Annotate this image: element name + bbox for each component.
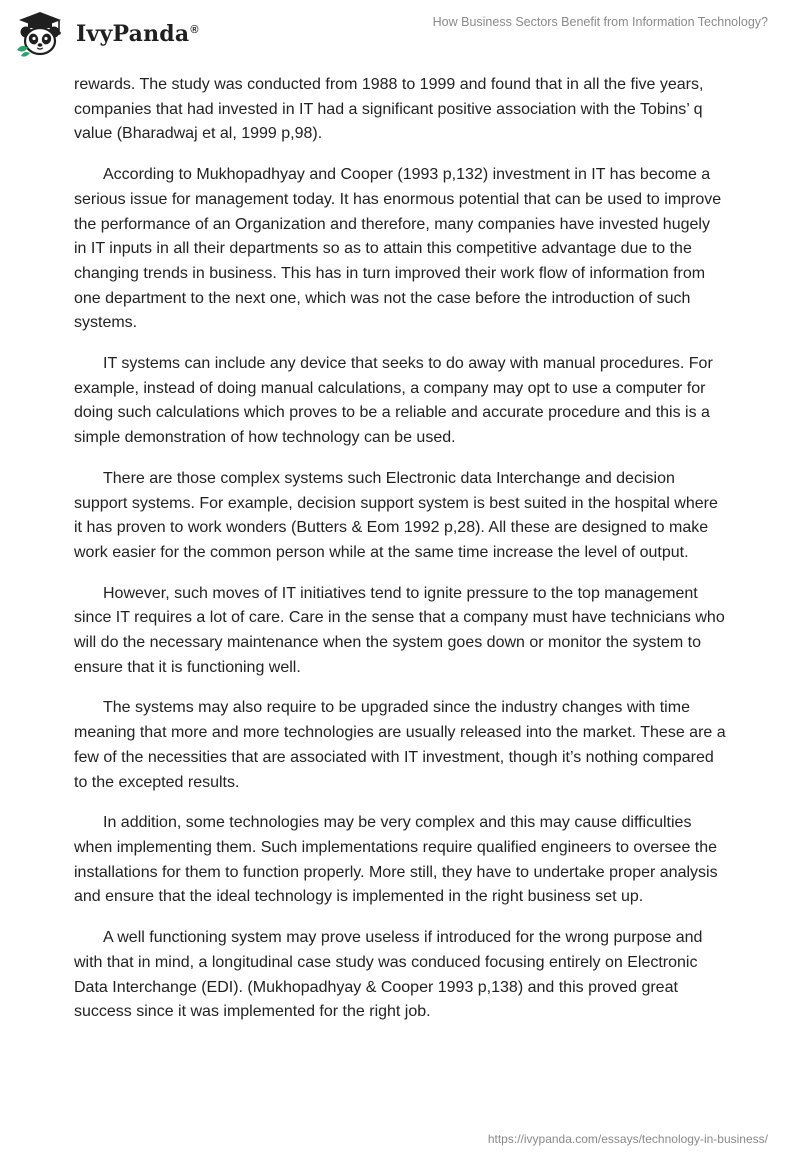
paragraph: The systems may also require to be upgraded since the industry changes with time meaning that more and more technologies are usually released into the market. These are a few of the necessities that are associated with IT investment, though it’s nothing compared to the excepted results. (74, 699, 726, 791)
paragraph: In addition, some technologies may be very complex and this may cause difficulties when implementing them. Such implementations require qualified engineers to oversee the installations for them to function properly. More still, they have to undertake proper analysis and ensure that the ideal technology is implemented in the right business set up. (74, 814, 718, 906)
document-title: How Business Sectors Benefit from Information Technology? (432, 15, 768, 29)
page-header (0, 0, 800, 70)
paragraph: However, such moves of IT initiatives tend to ignite pressure to the top management since IT requires a lot of care. Care in the sense that a company must have technicians who will do the necessary maintenance when the system goes down or monitor the system to ensure that it is functioning well. (74, 584, 725, 676)
essay-body (74, 73, 726, 1041)
paragraph: A well functioning system may prove useless if introduced for the wrong purpose and with that in mind, a longitudinal case study was conduced focusing entirely on Electronic Data Interchange (EDI). (Mukhopadhyay & Cooper 1993 p,138) and this proved great success since it was implemented for the right job. (74, 929, 703, 1021)
registered-mark: ® (190, 23, 199, 36)
ivypanda-logo[interactable] (14, 10, 199, 58)
paragraph: According to Mukhopadhyay and Cooper (1993 p,132) investment in IT has become a serious issue for management today. It has enormous potential that can be used to improve the performance of an Organization and therefore, many companies have invested hugely in IT inputs in all their departments so as to attain this competitive advantage due to the changing trends in business. This has in turn improved their work flow of information from one department to the next one, which was not the case before the introduction of such systems. (74, 166, 722, 332)
brand-name: IvyPanda (76, 21, 190, 47)
source-url-link[interactable]: https://ivypanda.com/essays/technology-in-business/ (487, 1132, 768, 1146)
paragraph: There are those complex systems such Electronic data Interchange and decision support systems. For example, decision support system is best suited in the hospital where it has proven to work wonders (Butters & Eom 1992 p,28). All these are designed to make work easier for the common person while at the same time increase the level of output. (74, 469, 718, 561)
panda-graduate-logo-icon (14, 10, 66, 58)
paragraph: IT systems can include any device that seeks to do away with manual procedures. For example, instead of doing manual calculations, a company may opt to use a computer for doing such calculations which proves to be a reliable and accurate procedure and this is a simple demonstration of how technology can be used. (74, 355, 713, 447)
paragraph: rewards. The study was conducted from 1988 to 1999 and found that in all the five years, companies that had invested in IT had a significant positive association with the Tobins’ q value (Bharadwaj et al, 1999 p,98). (74, 76, 704, 143)
logo-wordmark (76, 21, 199, 47)
